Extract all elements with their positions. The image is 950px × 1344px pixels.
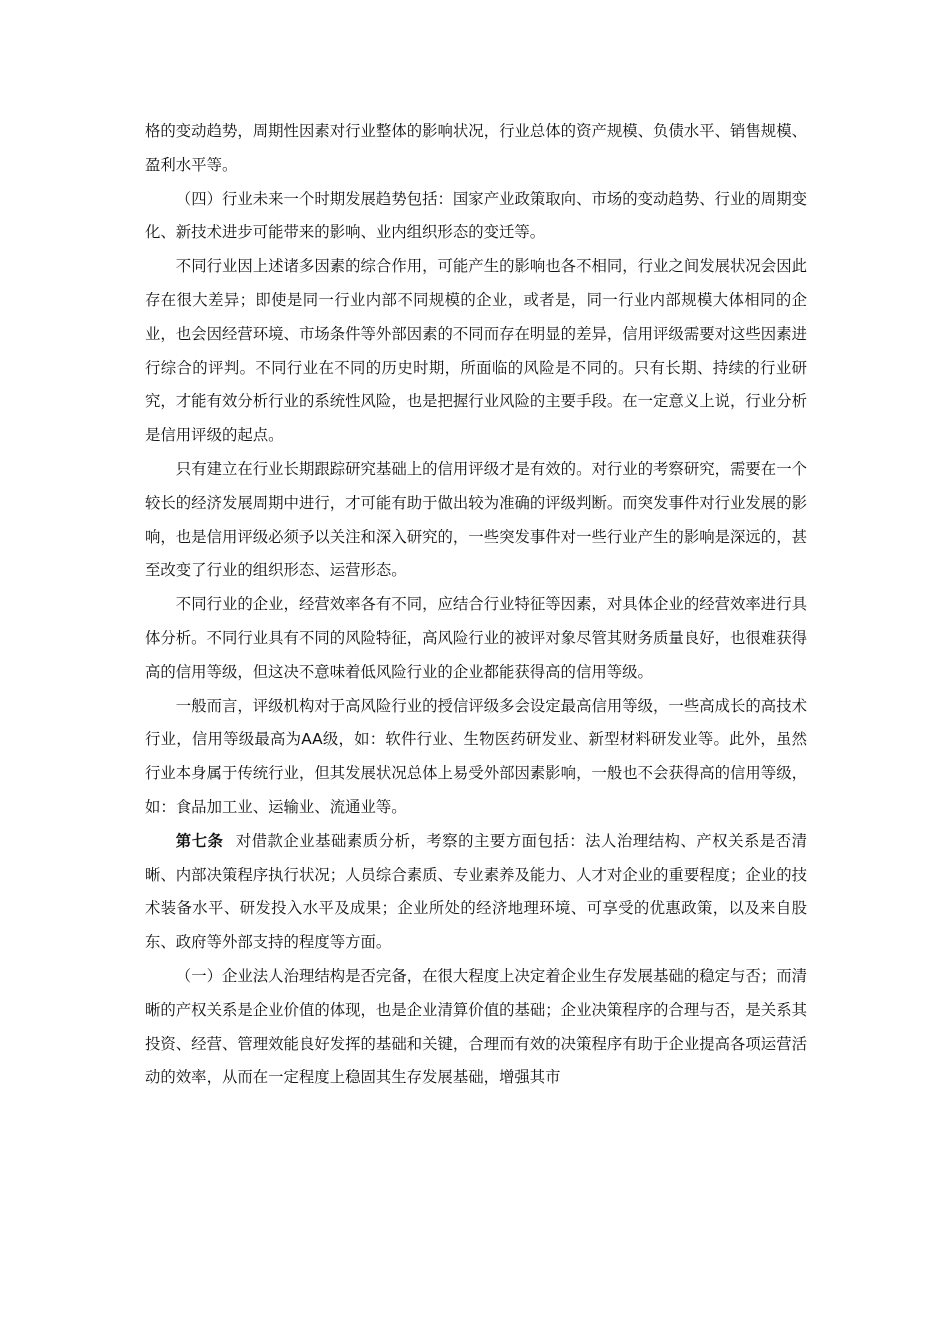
paragraph (145, 115, 807, 183)
paragraph (145, 690, 807, 825)
paragraph (145, 960, 807, 1095)
paragraph (145, 588, 807, 689)
article-heading: 第七条 (175, 831, 224, 850)
paragraph-text: （一）企业法人治理结构是否完备，在很大程度上决定着企业生存发展基础的稳定与否；而清晰的产权关系是企业价值的体现，也是企业清算价值的基础；企业决策程序的合理与否，是关系其投资、经营、管理效能良好发挥的基础和关键，合理而有效的决策程序有助于企业提高各项运营活动的效率，从而在一定程度上稳固其生存发展基础，增强其市 (145, 966, 807, 1087)
article-paragraph (145, 825, 807, 960)
paragraph-text: 一般而言，评级机构对于高风险行业的授信评级多会设定最高信用等级，一些高成长的高技术行业，信用等级最高为AA级，如：软件行业、生物医药研发业、新型材料研发业等。此外，虽然行业本身属于传统行业，但其发展状况总体上易受外部因素影响，一般也不会获得高的信用等级，如：食品加工业、运输业、流通业等。 (145, 696, 807, 816)
paragraph-text: 不同行业的企业，经营效率各有不同，应结合行业特征等因素，对具体企业的经营效率进行具体分析。不同行业具有不同的风险特征，高风险行业的被评对象尽管其财务质量良好，也很难获得高的信用等级，但这决不意味着低风险行业的企业都能获得高的信用等级。 (145, 595, 807, 681)
paragraph (145, 453, 807, 588)
paragraph (145, 183, 807, 251)
document-page (145, 115, 807, 1095)
paragraph-text: （四）行业未来一个时期发展趋势包括：国家产业政策取向、市场的变动趋势、行业的周期变化、新技术进步可能带来的影响、业内组织形态的变迁等。 (145, 189, 807, 242)
paragraph-text: 只有建立在行业长期跟踪研究基础上的信用评级才是有效的。对行业的考察研究，需要在一个较长的经济发展周期中进行，才可能有助于做出较为准确的评级判断。而突发事件对行业发展的影响，也是信用评级必须予以关注和深入研究的，一些突发事件对一些行业产生的影响是深远的，甚至改变了行业的组织形态、运营形态。 (145, 459, 807, 580)
paragraph-text: 不同行业因上述诸多因素的综合作用，可能产生的影响也各不相同，行业之间发展状况会因此存在很大差异；即使是同一行业内部不同规模的企业，或者是，同一行业内部规模大体相同的企业，也会因经营环境、市场条件等外部因素的不同而存在明显的差异，信用评级需要对这些因素进行综合的评判。不同行业在不同的历史时期，所面临的风险是不同的。只有长期、持续的行业研究，才能有效分析行业的系统性风险，也是把握行业风险的主要手段。在一定意义上说，行业分析是信用评级的起点。 (145, 257, 807, 445)
paragraph-text: 对借款企业基础素质分析，考察的主要方面包括：法人治理结构、产权关系是否清晰、内部决策程序执行状况；人员综合素质、专业素养及能力、人才对企业的重要程度；企业的技术装备水平、研发投入水平及成果；企业所处的经济地理环境、可享受的优惠政策，以及来自股东、政府等外部支持的程度等方面。 (145, 831, 807, 952)
paragraph-text: 格的变动趋势，周期性因素对行业整体的影响状况，行业总体的资产规模、负债水平、销售规模、盈利水平等。 (145, 122, 807, 174)
paragraph (145, 250, 807, 453)
